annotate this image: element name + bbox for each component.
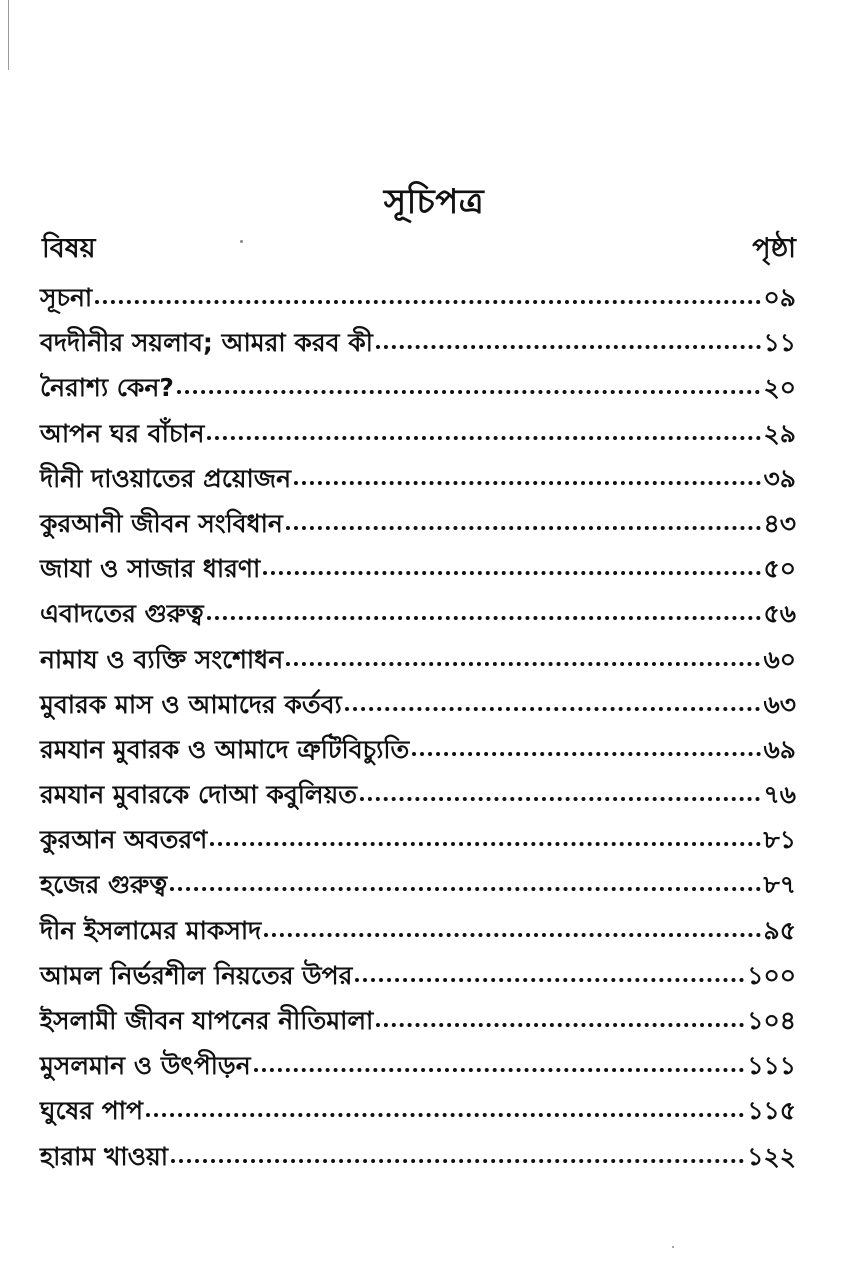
toc-entry [40, 908, 796, 953]
toc-list [40, 275, 796, 1179]
toc-entry-page: ৪৩ [763, 508, 796, 538]
page-edge-line [8, 0, 9, 70]
toc-entry-title: কুরআন অবতরণ [40, 825, 208, 855]
toc-entry-title: দীন ইসলামের মাকসাদ [40, 915, 262, 945]
toc-entry-title: রমযান মুবারকে দোআ কবুলিয়ত [40, 780, 358, 810]
toc-entry [40, 862, 796, 907]
toc-entry [40, 546, 796, 591]
toc-entry [40, 456, 796, 501]
toc-entry-title: রমযান মুবারক ও আমাদে ত্রুটিবিচ্যুতি [40, 734, 410, 764]
toc-entry [40, 591, 796, 636]
toc-entry [40, 682, 796, 727]
toc-entry [40, 1088, 796, 1133]
toc-title: সূচিপত্র [383, 182, 485, 222]
toc-entry-page: ৭৬ [763, 780, 796, 810]
toc-entry [40, 953, 796, 998]
dot-leader [412, 748, 760, 756]
toc-entry-page: ৫০ [763, 554, 796, 584]
toc-entry [40, 365, 796, 410]
toc-entry-title: মুবারক মাস ও আমাদের কর্তব্য [40, 689, 342, 719]
toc-entry-page: ১২২ [747, 1141, 796, 1171]
toc-entry [40, 1134, 796, 1179]
dot-leader [286, 522, 761, 530]
dot-leader [207, 612, 761, 620]
dot-leader [264, 929, 760, 937]
dot-leader [294, 477, 760, 485]
dot-leader [210, 838, 760, 846]
toc-entry [40, 772, 796, 817]
toc-entry-title: ঘুষের পাপ [40, 1096, 143, 1126]
page-column-header: পৃষ্ঠা [752, 233, 796, 264]
dot-leader [177, 386, 761, 394]
toc-entry [40, 727, 796, 772]
toc-entry [40, 411, 796, 456]
dot-leader [171, 1155, 744, 1163]
toc-entry-page: ১১১ [747, 1051, 796, 1081]
toc-entry-title: বদদীনীর সয়লাব; আমরা করব কী [40, 328, 373, 358]
toc-entry-page: ২০ [763, 373, 796, 403]
toc-entry-page: ৬৯ [763, 734, 796, 764]
toc-entry-title: আমল নির্ভরশীল নিয়তের উপর [40, 960, 353, 990]
dot-leader [263, 567, 760, 575]
dot-leader [254, 1064, 745, 1072]
toc-entry-page: ৬৩ [763, 689, 796, 719]
toc-entry-title: হজের গুরুত্ব [40, 870, 168, 900]
toc-entry-title: সূচনা [40, 283, 93, 312]
toc-entry [40, 275, 796, 320]
dot-leader [376, 341, 761, 349]
toc-entry [40, 637, 796, 682]
toc-entry-page: ৬০ [763, 644, 796, 674]
toc-entry-title: জাযা ও সাজার ধারণা [40, 554, 261, 584]
toc-entry-page: ১০০ [747, 960, 796, 990]
subject-column-header: বিষয় [42, 233, 96, 264]
toc-entry [40, 501, 796, 546]
dot-leader [95, 296, 760, 304]
dot-leader [345, 703, 761, 711]
toc-entry [40, 1043, 796, 1088]
toc-entry [40, 817, 796, 862]
toc-entry-page: ৫৬ [763, 599, 796, 629]
toc-entry-title: নামায ও ব্যক্তি সংশোধন [40, 644, 284, 674]
dot-leader [146, 1109, 744, 1117]
toc-entry [40, 320, 796, 365]
toc-entry-page: ৮১ [763, 825, 796, 855]
toc-entry-page: ১১৫ [747, 1096, 796, 1126]
toc-entry-page: ০৯ [763, 283, 796, 312]
toc-header-row [40, 228, 796, 272]
toc-entry-page: ৮৭ [763, 870, 796, 900]
dot-leader [360, 793, 760, 801]
toc-entry-title: মুসলমান ও উৎপীড়ন [40, 1051, 251, 1081]
toc-entry-page: ৯৫ [763, 915, 796, 945]
toc-entry-title: আপন ঘর বাঁচান [40, 418, 205, 448]
ink-speck [672, 1246, 674, 1248]
dot-leader [286, 658, 760, 666]
toc-entry-title: দীনী দাওয়াতের প্রয়োজন [40, 463, 292, 493]
toc-entry-title: হারাম খাওয়া [40, 1141, 169, 1171]
toc-entry-title: এবাদতের গুরুত্ব [40, 599, 204, 629]
dot-leader [207, 432, 760, 440]
dot-leader [170, 883, 760, 891]
toc-entry-title: ইসলামী জীবন যাপনের নীতিমালা [40, 1006, 374, 1035]
toc-entry-page: ১০৪ [747, 1006, 796, 1035]
toc-entry-page: ১১ [763, 328, 796, 358]
dot-leader [355, 974, 744, 982]
toc-entry-title: কুরআনী জীবন সংবিধান [40, 508, 283, 538]
toc-entry-page: ২৯ [763, 418, 796, 448]
toc-entry [40, 998, 796, 1043]
dot-leader [376, 1019, 744, 1027]
toc-entry-title: নৈরাশ্য কেন? [40, 373, 174, 403]
toc-entry-page: ৩৯ [763, 463, 796, 493]
